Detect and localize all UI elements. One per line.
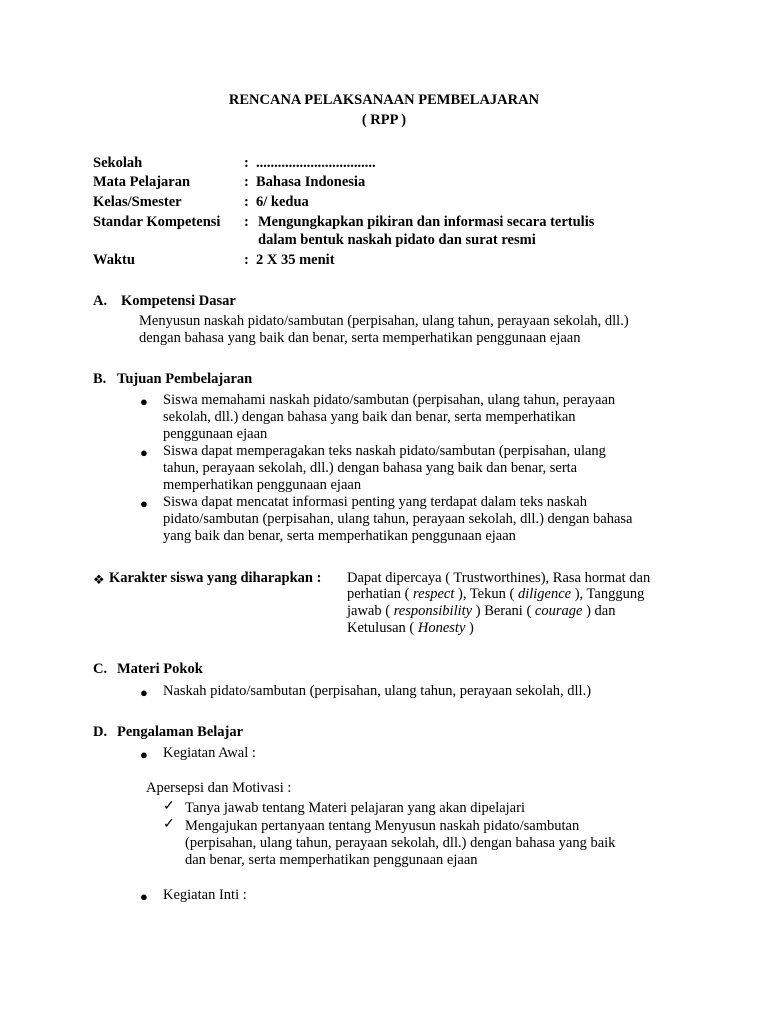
tujuan-3-line-2: pidato/sambutan (perpisahan, ulang tahun, perayaan sekolah, dll.) dengan bahasa <box>163 511 633 527</box>
sep-mapel: : <box>244 174 249 190</box>
section-a-letter: A. <box>93 293 108 309</box>
tujuan-2-line-1: Siswa dapat memperagakan teks naskah pidato/sambutan (perpisahan, ulang <box>163 443 606 459</box>
section-a-heading: Kompetensi Dasar <box>121 293 236 309</box>
section-c-heading: Materi Pokok <box>117 661 203 677</box>
karakter-line-2: perhatian ( respect ), Tekun ( diligence ), Tanggung <box>347 586 645 602</box>
sep-sk: : <box>244 214 249 230</box>
check-icon: ✓ <box>163 817 175 832</box>
document-title: RENCANA PELAKSANAAN PEMBELAJARAN <box>228 92 540 108</box>
value-mapel: Bahasa Indonesia <box>256 174 366 190</box>
tujuan-1-line-3: penggunaan ejaan <box>163 426 268 442</box>
karakter-line-1: Dapat dipercaya ( Trustworthines), Rasa hormat dan <box>347 570 651 586</box>
materi-item: Naskah pidato/sambutan (perpisahan, ulang tahun, perayaan sekolah, dll.) <box>163 683 592 699</box>
value-waktu: 2 X 35 menit <box>256 252 335 268</box>
bullet-icon: ● <box>140 394 148 409</box>
section-d-letter: D. <box>93 724 108 740</box>
kegiatan-inti: Kegiatan Inti : <box>163 887 247 903</box>
tujuan-2-line-2: tahun, perayaan sekolah, dll.) dengan bahasa yang baik dan benar, serta <box>163 460 578 476</box>
tujuan-1-line-1: Siswa memahami naskah pidato/sambutan (perpisahan, ulang tahun, perayaan <box>163 392 616 408</box>
value-kelas: 6/ kedua <box>256 194 309 210</box>
section-b-heading: Tujuan Pembelajaran <box>117 371 253 387</box>
karakter-line-3: jawab ( responsibility ) Berani ( courage ) dan <box>347 603 616 619</box>
bullet-icon: ● <box>140 889 148 904</box>
karakter-line-4: Ketulusan ( Honesty ) <box>347 620 474 636</box>
value-sk-line-1: Mengungkapkan pikiran dan informasi secara tertulis <box>258 214 595 230</box>
apersepsi-item-2-line-1: Mengajukan pertanyaan tentang Menyusun naskah pidato/sambutan <box>185 818 580 834</box>
bullet-icon: ● <box>140 747 148 762</box>
label-sk: Standar Kompetensi <box>93 214 221 230</box>
section-a-text-2: dengan bahasa yang baik dan benar, serta memperhatikan penggunaan ejaan <box>139 330 581 346</box>
karakter-label: Karakter siswa yang diharapkan : <box>109 570 322 586</box>
section-c-letter: C. <box>93 661 108 677</box>
tujuan-3-line-3: yang baik dan benar, serta memperhatikan penggunaan ejaan <box>163 528 516 544</box>
tujuan-3-line-1: Siswa dapat mencatat informasi penting yang terdapat dalam teks naskah <box>163 494 587 510</box>
section-d-heading: Pengalaman Belajar <box>117 724 244 740</box>
diamond-bullet-icon: ❖ <box>93 572 105 587</box>
section-b-letter: B. <box>93 371 107 387</box>
value-sekolah: ................................. <box>256 155 376 171</box>
label-waktu: Waktu <box>93 252 135 268</box>
value-sk-line-2: dalam bentuk naskah pidato dan surat resmi <box>258 232 536 248</box>
label-mapel: Mata Pelajaran <box>93 174 191 190</box>
apersepsi-heading: Apersepsi dan Motivasi : <box>146 780 292 796</box>
sep-sekolah: : <box>244 155 249 171</box>
label-sekolah: Sekolah <box>93 155 143 171</box>
document-subtitle: ( RPP ) <box>361 112 407 128</box>
label-kelas: Kelas/Smester <box>93 194 182 210</box>
bullet-icon: ● <box>140 496 148 511</box>
kegiatan-awal: Kegiatan Awal : <box>163 745 256 761</box>
apersepsi-item-2-line-3: dan benar, serta memperhatikan penggunaan ejaan <box>185 852 478 868</box>
bullet-icon: ● <box>140 685 148 700</box>
apersepsi-item-2-line-2: (perpisahan, ulang tahun, perayaan sekolah, dll.) dengan bahasa yang baik <box>185 835 616 851</box>
check-icon: ✓ <box>163 799 175 814</box>
apersepsi-item-1: Tanya jawab tentang Materi pelajaran yang akan dipelajari <box>185 800 525 816</box>
section-a-text-1: Menyusun naskah pidato/sambutan (perpisahan, ulang tahun, perayaan sekolah, dll.) <box>139 313 629 329</box>
tujuan-2-line-3: memperhatikan penggunaan ejaan <box>163 477 362 493</box>
sep-kelas: : <box>244 194 249 210</box>
bullet-icon: ● <box>140 445 148 460</box>
tujuan-1-line-2: sekolah, dll.) dengan bahasa yang baik dan benar, serta memperhatikan <box>163 409 576 425</box>
sep-waktu: : <box>244 252 249 268</box>
